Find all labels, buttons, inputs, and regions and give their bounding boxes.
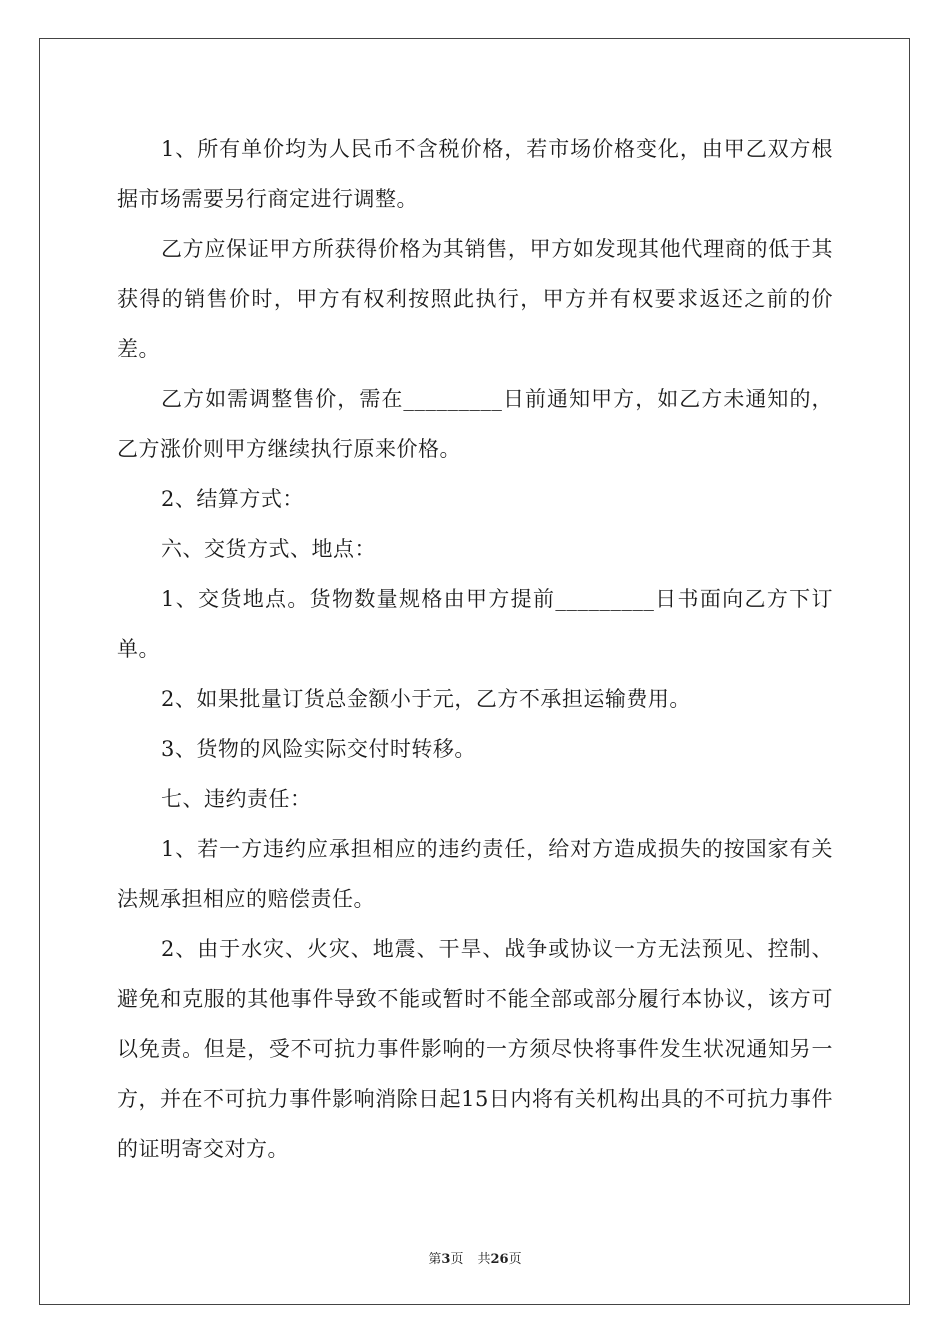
page-footer [0, 1248, 950, 1267]
section-heading: 六、交货方式、地点： [161, 537, 376, 561]
total-pages: 26 [490, 1252, 509, 1267]
paragraph: 3、货物的风险实际交付时转移。 [161, 737, 476, 761]
paragraph: 2、由于水灾、火灾、地震、干旱、战争或协议一方无法预见、控制、避免和克服的其他事件导致不能或暂时不能全部或部分履行本协议，该方可以免责。但是，受不可抗力事件影响的一方须尽快将事件发生状况通知另一方，并在不可抗力事件影响消除日起15日内将有关机构出具的不可抗力事件的证明寄交对方。 [117, 937, 833, 1161]
page-suffix: 页 [450, 1252, 464, 1267]
total-prefix: 共 [477, 1252, 491, 1267]
paragraph: 1、所有单价均为人民币不含税价格，若市场价格变化，由甲乙双方根据市场需要另行商定进行调整。 [117, 137, 833, 211]
section-heading: 七、违约责任： [161, 787, 312, 811]
paragraph: 1、交货地点。货物数量规格由甲方提前_________日书面向乙方下订单。 [117, 587, 833, 661]
total-suffix: 页 [508, 1252, 522, 1267]
paragraph: 2、结算方式： [161, 487, 304, 511]
paragraph: 2、如果批量订货总金额小于元，乙方不承担运输费用。 [161, 687, 691, 711]
paragraph: 乙方如需调整售价，需在_________日前通知甲方，如乙方未通知的，乙方涨价则甲方继续执行原来价格。 [117, 387, 833, 461]
document-body [117, 124, 833, 1174]
paragraph: 乙方应保证甲方所获得价格为其销售，甲方如发现其他代理商的低于其获得的销售价时，甲方有权利按照此执行，甲方并有权要求返还之前的价差。 [117, 237, 833, 361]
page-prefix: 第 [428, 1252, 442, 1267]
paragraph: 1、若一方违约应承担相应的违约责任，给对方造成损失的按国家有关法规承担相应的赔偿责任。 [117, 837, 833, 911]
page-number: 3 [441, 1252, 451, 1267]
